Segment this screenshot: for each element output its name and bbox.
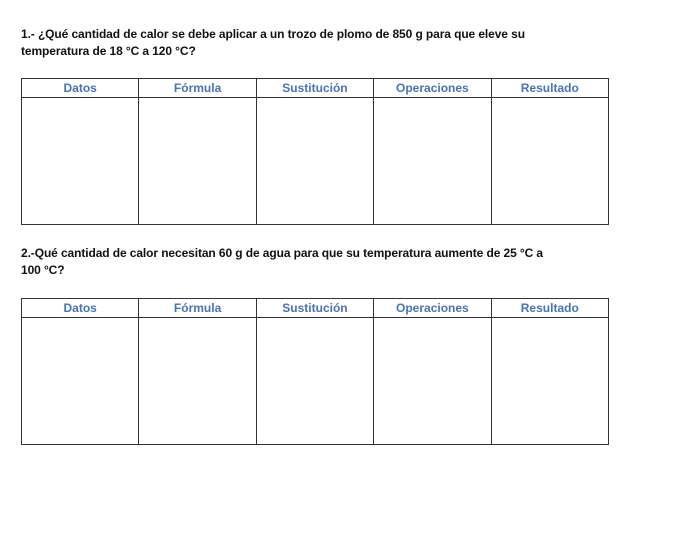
cell-formula[interactable] xyxy=(139,318,256,445)
cell-formula[interactable] xyxy=(139,98,256,225)
header-resultado: Resultado xyxy=(491,79,608,98)
cell-resultado[interactable] xyxy=(491,318,608,445)
question-2-line-2: 100 °C? xyxy=(21,263,65,277)
header-sustitucion: Sustitución xyxy=(256,299,373,318)
table-header-row xyxy=(22,299,609,318)
cell-sustitucion[interactable] xyxy=(256,98,373,225)
header-datos: Datos xyxy=(22,79,139,98)
header-formula: Fórmula xyxy=(139,299,256,318)
question-2-line-1: 2.-Qué cantidad de calor necesitan 60 g de agua para que su temperatura aumente de 25 °C a xyxy=(21,246,543,260)
header-operaciones: Operaciones xyxy=(374,299,491,318)
header-formula: Fórmula xyxy=(139,79,256,98)
cell-datos[interactable] xyxy=(22,98,139,225)
header-resultado: Resultado xyxy=(491,299,608,318)
question-1-line-1: 1.- ¿Qué cantidad de calor se debe aplicar a un trozo de plomo de 850 g para que eleve su xyxy=(21,27,525,41)
table-row xyxy=(22,98,609,225)
answer-table-2 xyxy=(21,298,609,445)
cell-sustitucion[interactable] xyxy=(256,318,373,445)
table-header-row xyxy=(22,79,609,98)
header-datos: Datos xyxy=(22,299,139,318)
question-2 xyxy=(21,245,621,279)
cell-operaciones[interactable] xyxy=(374,98,491,225)
cell-datos[interactable] xyxy=(22,318,139,445)
table-row xyxy=(22,318,609,445)
header-operaciones: Operaciones xyxy=(374,79,491,98)
answer-table-1 xyxy=(21,78,609,225)
header-sustitucion: Sustitución xyxy=(256,79,373,98)
cell-resultado[interactable] xyxy=(491,98,608,225)
question-1 xyxy=(21,26,621,60)
cell-operaciones[interactable] xyxy=(374,318,491,445)
question-1-line-2: temperatura de 18 °C a 120 °C? xyxy=(21,44,196,58)
